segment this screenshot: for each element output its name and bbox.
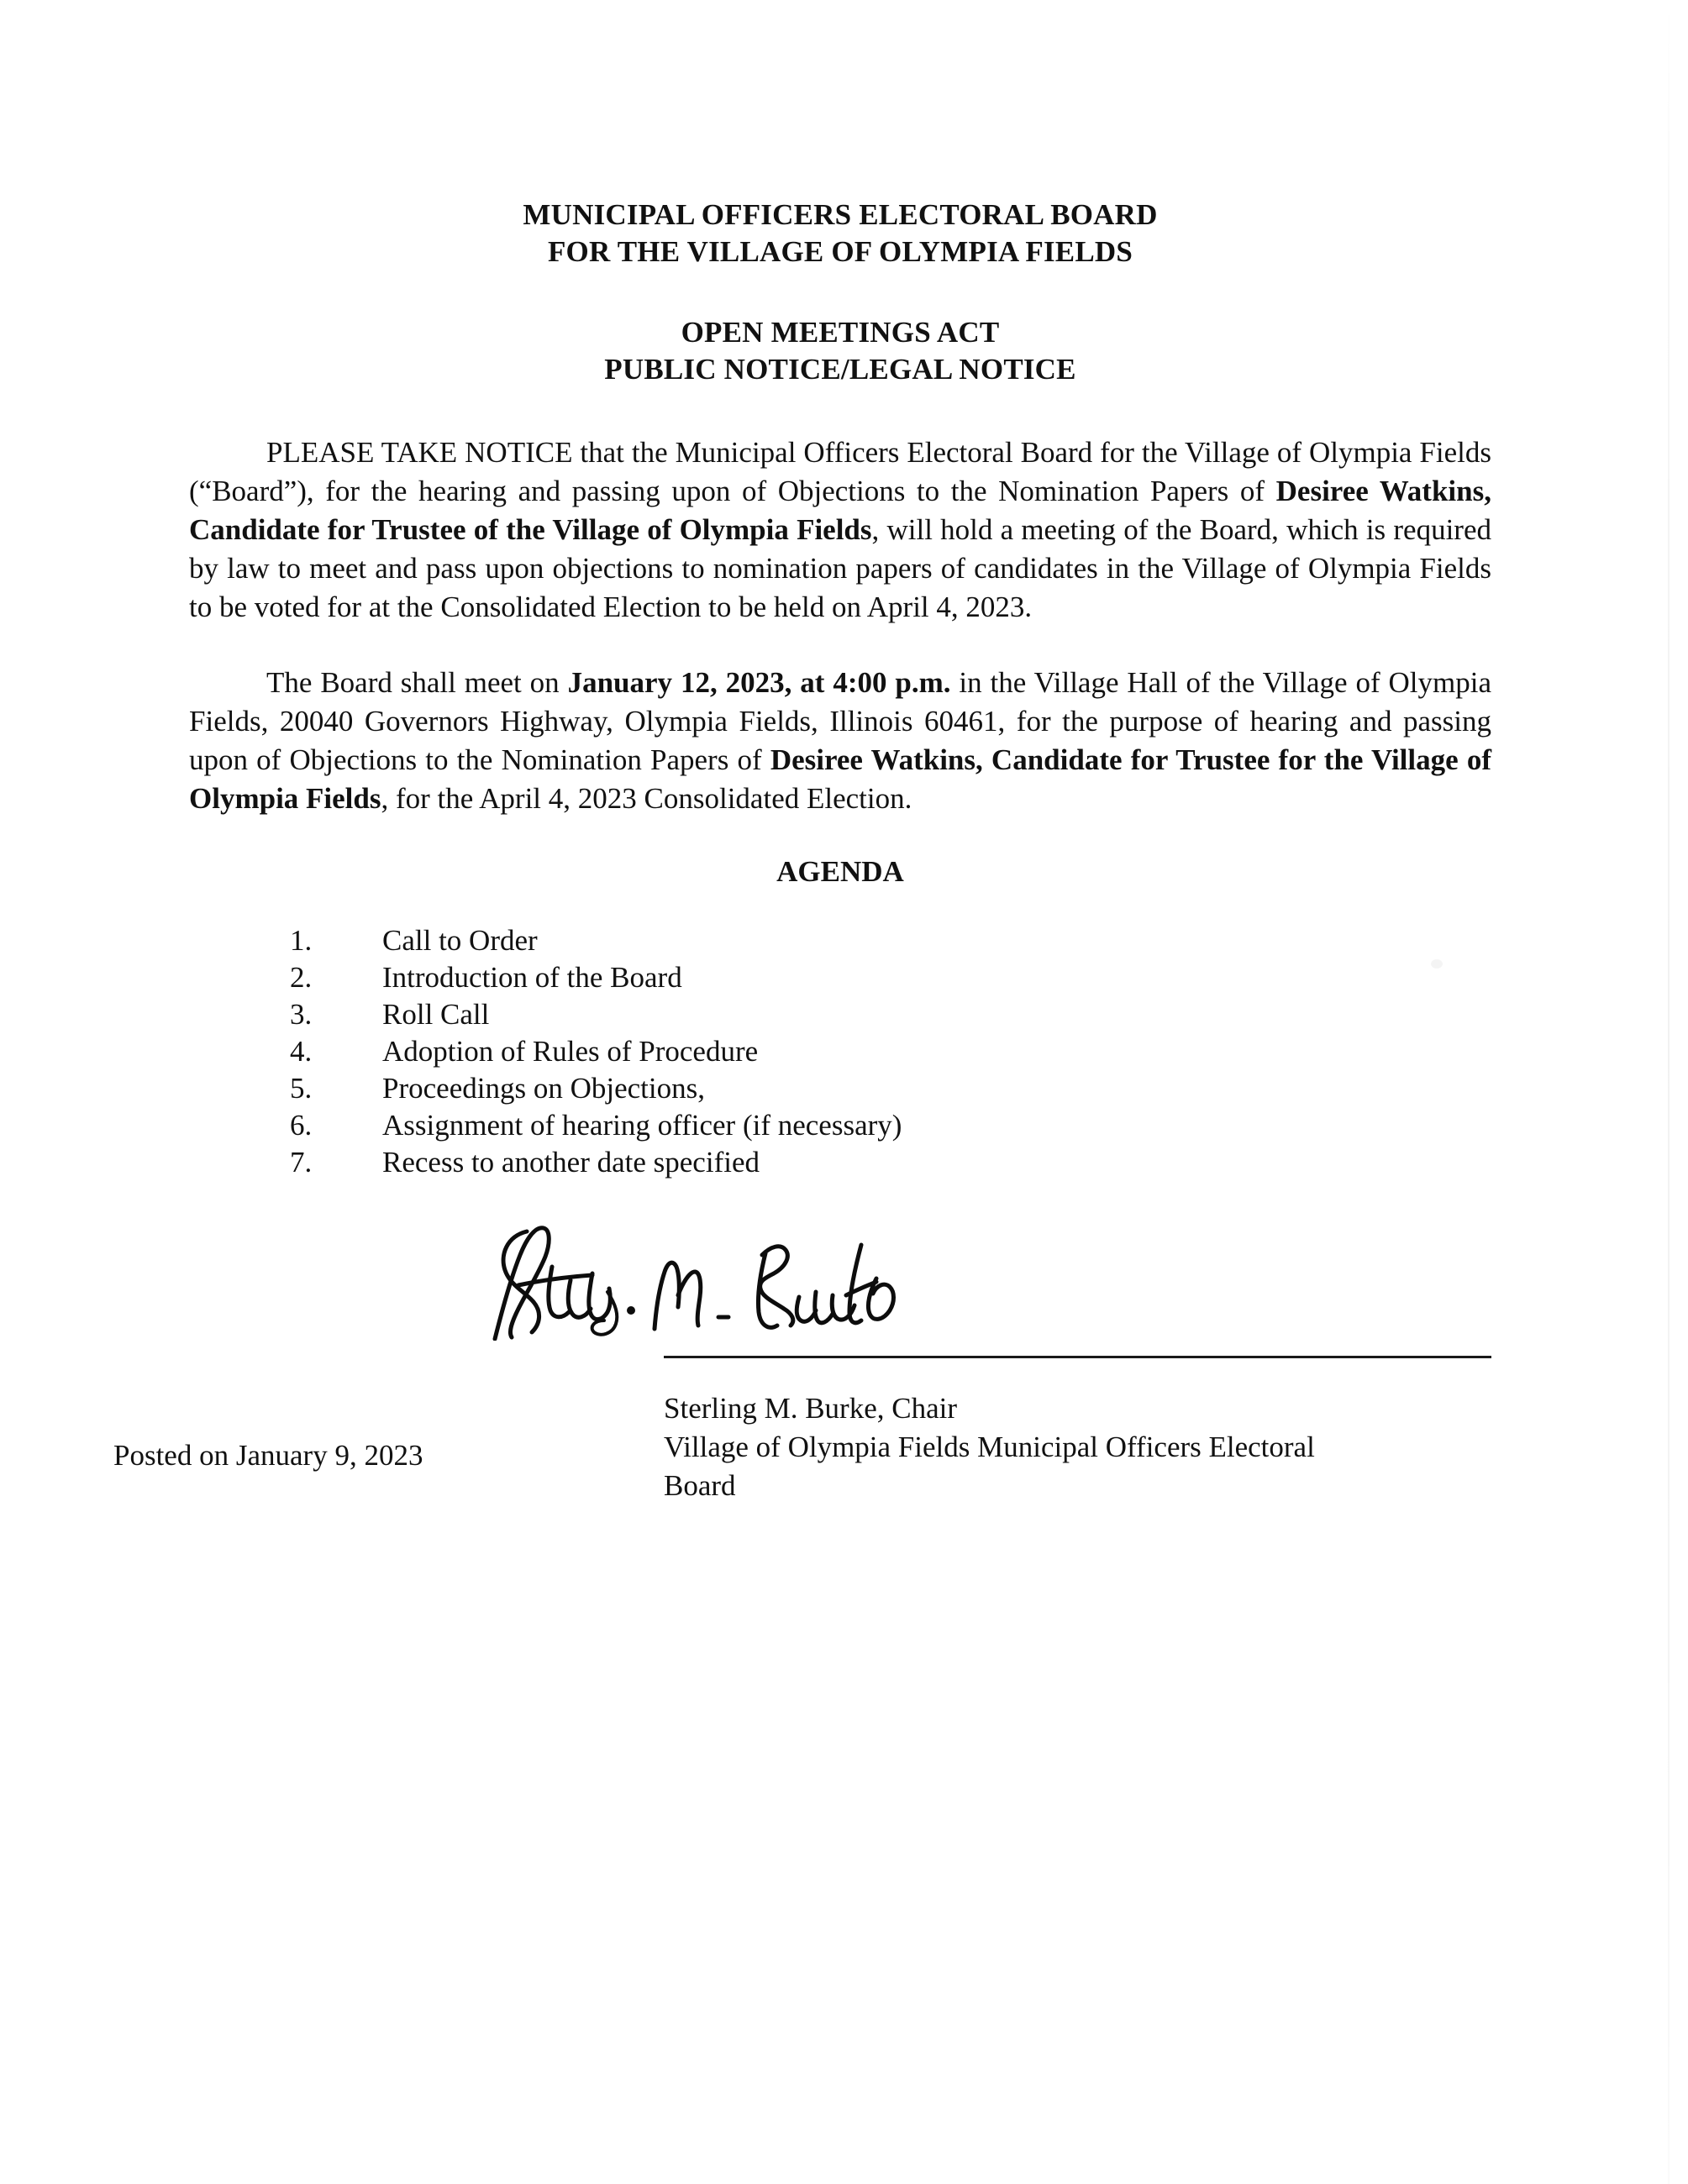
agenda-item-label: Recess to another date specified bbox=[382, 1146, 760, 1179]
paragraph-2-segment-1: The Board shall meet on bbox=[266, 666, 568, 699]
agenda-heading: AGENDA bbox=[776, 855, 904, 888]
agenda-item bbox=[189, 922, 1491, 959]
agenda-item bbox=[189, 1033, 1491, 1070]
paragraph-2-segment-3: , for the April 4, 2023 Consolidated Election. bbox=[381, 782, 912, 815]
document-title-block-secondary bbox=[189, 314, 1491, 388]
agenda-item bbox=[189, 996, 1491, 1033]
document-title-block-primary bbox=[189, 197, 1491, 270]
signer-organization-line-2: Board bbox=[664, 1469, 736, 1502]
agenda-item bbox=[189, 1070, 1491, 1107]
agenda-item bbox=[189, 1144, 1491, 1181]
paragraph-1-segment-2: , will hold a meeting of the Board, which is required by law to meet and pass upon objections to nomination papers of candidates in the Village of Olympia Fields to be voted for at the Consolidated Election to be held on April 4, 2023. bbox=[189, 513, 1491, 623]
title-line-public-notice-legal-notice: PUBLIC NOTICE/LEGAL NOTICE bbox=[604, 353, 1076, 386]
title-line-municipal-officers-electoral-board: MUNICIPAL OFFICERS ELECTORAL BOARD bbox=[523, 198, 1158, 231]
agenda-item-number: 1. bbox=[290, 924, 313, 957]
document-page bbox=[113, 0, 1491, 2184]
paragraph-2-bold-candidate-name: Desiree Watkins, Candidate for Trustee for the Village of Olympia Fields bbox=[189, 743, 1491, 815]
signature-name-block bbox=[664, 1389, 1403, 1505]
handwritten-signature-icon bbox=[466, 1215, 1038, 1341]
agenda-item-number: 4. bbox=[290, 1035, 313, 1068]
agenda-item-label: Adoption of Rules of Procedure bbox=[382, 1035, 759, 1068]
signer-organization-line-1: Village of Olympia Fields Municipal Officers Electoral bbox=[664, 1431, 1315, 1463]
agenda-item-number: 3. bbox=[290, 998, 313, 1031]
notice-paragraph-board-shall-meet bbox=[189, 664, 1491, 818]
agenda-item-label: Call to Order bbox=[382, 924, 538, 957]
scan-edge-artifact bbox=[1668, 0, 1670, 2184]
title-line-open-meetings-act: OPEN MEETINGS ACT bbox=[681, 316, 1000, 349]
agenda-item bbox=[189, 1107, 1491, 1144]
signature-area bbox=[189, 1215, 1491, 1383]
agenda-item-number: 5. bbox=[290, 1072, 313, 1105]
paragraph-2-bold-meeting-datetime: January 12, 2023, at 4:00 p.m. bbox=[567, 666, 951, 699]
notice-paragraph-please-take-notice bbox=[189, 433, 1491, 627]
agenda-item bbox=[189, 959, 1491, 996]
signature-rule bbox=[664, 1356, 1491, 1358]
agenda-list bbox=[189, 922, 1491, 1181]
paragraph-2-segment-2: in the Village Hall of the Village of Olympia Fields, 20040 Governors Highway, Olympia Fields, Illinois 60461, for the purpose of hearing and passing upon of Objections to the Nomination Papers of bbox=[189, 666, 1491, 776]
agenda-item-label: Introduction of the Board bbox=[382, 961, 682, 994]
agenda-item-number: 7. bbox=[290, 1146, 313, 1179]
agenda-item-label: Roll Call bbox=[382, 998, 490, 1031]
posted-on-date: Posted on January 9, 2023 bbox=[113, 1439, 423, 1472]
agenda-item-label: Assignment of hearing officer (if necessary) bbox=[382, 1109, 902, 1142]
paragraph-1-bold-candidate-name: Desiree Watkins, Candidate for Trustee of the Village of Olympia Fields bbox=[189, 475, 1491, 546]
agenda-item-label: Proceedings on Objections, bbox=[382, 1072, 705, 1105]
signer-name-and-title: Sterling M. Burke, Chair bbox=[664, 1392, 957, 1425]
paragraph-1-segment-1: PLEASE TAKE NOTICE that the Municipal Officers Electoral Board for the Village of Olympia Fields (“Board”), for the hearing and passing upon of Objections to the Nomination Papers of bbox=[189, 436, 1491, 507]
title-line-for-the-village-of-olympia-fields: FOR THE VILLAGE OF OLYMPIA FIELDS bbox=[547, 235, 1133, 268]
agenda-item-number: 6. bbox=[290, 1109, 313, 1142]
agenda-item-number: 2. bbox=[290, 961, 313, 994]
